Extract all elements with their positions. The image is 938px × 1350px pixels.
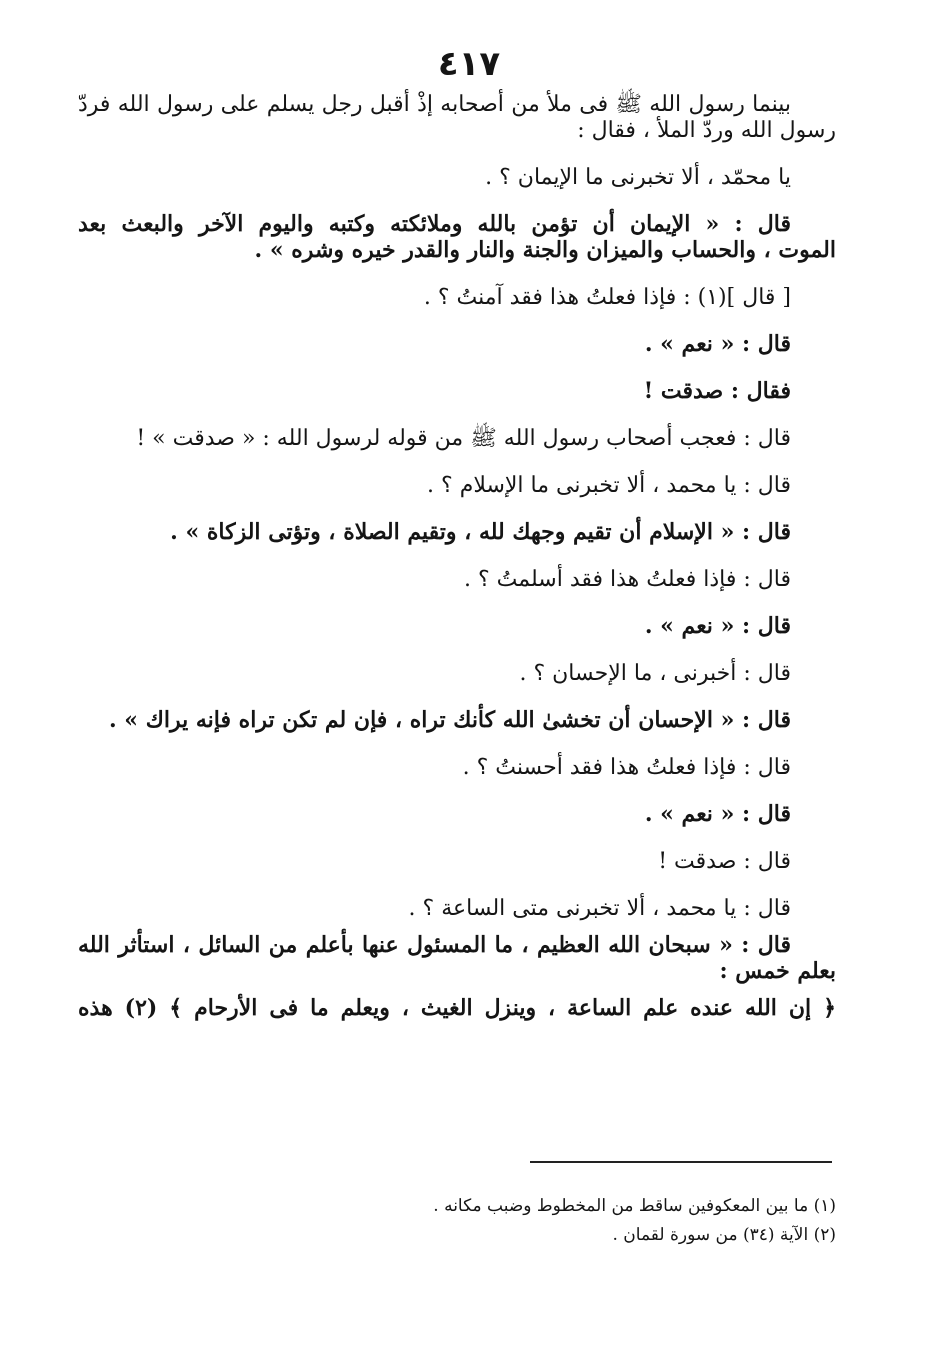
- text-line-15: قال : « الإحسان أن تخشىٰ الله كأنك تراه ، فإن لم تكن تراه فإنه يراك » .: [108, 707, 791, 733]
- text-line-11: قال : « الإسلام أن تقيم وجهك لله ، وتقيم الصلاة ، وتؤتى الزكاة » .: [170, 519, 791, 545]
- text-line-12: قال : فإذا فعلتُ هذا فقد أسلمتُ ؟ .: [464, 567, 791, 592]
- text-line-6: [ قال ](١) : فإذا فعلتُ هذا فقد آمنتُ ؟ .: [423, 285, 791, 310]
- main-text: [78, 92, 836, 1021]
- footnote-divider: [530, 1161, 832, 1163]
- text-line-10: قال : يا محمد ، ألا تخبرنى ما الإسلام ؟ .: [427, 473, 791, 498]
- text-line-7: قال : « نعم » .: [644, 331, 791, 357]
- footnote-2: (٢) الآية (٣٤) من سورة لقمان .: [612, 1225, 836, 1245]
- text-line-9: قال : فعجب أصحاب رسول الله ﷺ من قوله لرسول الله : « صدقت » !: [136, 426, 791, 451]
- text-line-20: قال : « سبحان الله العظيم ، ما المسئول عنها بأعلم من السائل ، استأثر الله: [78, 932, 791, 958]
- text-line-3: يا محمّد ، ألا تخبرنى ما الإيمان ؟ .: [485, 165, 791, 190]
- text-line-19: قال : يا محمد ، ألا تخبرنى متى الساعة ؟ .: [408, 896, 791, 921]
- text-line-1: بينما رسول الله ﷺ فى ملأ من أصحابه إذْ أقبل رجل يسلم على رسول الله فردّ: [78, 92, 791, 117]
- text-line-5: الموت ، والحساب والميزان والجنة والنار والقدر خيره وشره » .: [254, 237, 836, 263]
- text-line-13: قال : « نعم » .: [644, 613, 791, 639]
- text-line-16: قال : فإذا فعلتُ هذا فقد أحسنتُ ؟ .: [462, 755, 791, 780]
- text-line-2: رسول الله وردّ الملأ ، فقال :: [577, 118, 836, 143]
- text-line-8: فقال : صدقت !: [643, 378, 791, 404]
- text-line-14: قال : أخبرنى ، ما الإحسان ؟ .: [519, 661, 791, 686]
- page-number: ٤١٧: [437, 44, 501, 84]
- text-line-18: قال : صدقت !: [658, 849, 791, 874]
- text-line-22: ﴿ إن الله عنده علم الساعة ، وينزل الغيث ، ويعلم ما فى الأرحام ﴾ (٢) هذه: [78, 995, 836, 1021]
- text-line-21: بعلم خمس :: [719, 958, 836, 984]
- text-line-17: قال : « نعم » .: [644, 801, 791, 827]
- footnotes: [78, 1192, 836, 1250]
- text-line-4: قال : « الإيمان أن تؤمن بالله وملائكته وكتبه واليوم الآخر والبعث بعد: [78, 211, 791, 237]
- footnote-1: (١) ما بين المعكوفين ساقط من المخطوط وضبب مكانه .: [433, 1196, 836, 1216]
